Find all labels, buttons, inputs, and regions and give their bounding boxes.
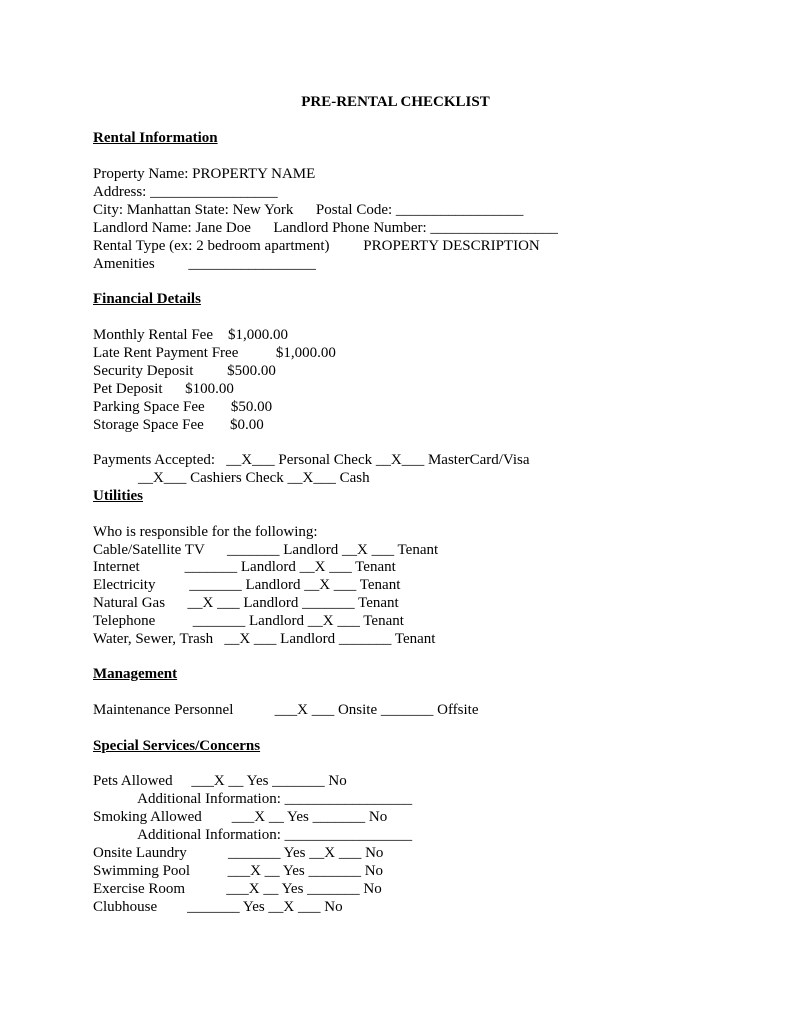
late-rent-fee-line: Late Rent Payment Free $1,000.00 <box>93 345 336 361</box>
utilities-intro: Who is responsible for the following: <box>93 524 318 540</box>
clubhouse-line: Clubhouse _______ Yes __X ___ No <box>93 899 343 915</box>
pets-additional-info-line: Additional Information: _________________ <box>93 791 413 807</box>
storage-fee-line: Storage Space Fee $0.00 <box>93 417 264 433</box>
utilities-heading: Utilities <box>93 488 143 504</box>
smoking-additional-info-line: Additional Information: _________________ <box>93 827 413 843</box>
electricity-line: Electricity _______ Landlord __X ___ Tenant <box>93 577 401 593</box>
natural-gas-line: Natural Gas __X ___ Landlord _______ Tenant <box>93 595 399 611</box>
cable-line: Cable/Satellite TV _______ Landlord __X ___ Tenant <box>93 542 439 558</box>
payments-accepted-line-2: __X___ Cashiers Check __X___ Cash <box>93 470 370 486</box>
management-heading: Management <box>93 666 178 682</box>
exercise-room-line: Exercise Room ___X __ Yes _______ No <box>93 881 382 897</box>
landlord-line: Landlord Name: Jane Doe Landlord Phone Number: _________________ <box>93 220 558 236</box>
pets-allowed-line: Pets Allowed ___X __ Yes _______ No <box>93 773 347 789</box>
monthly-rental-fee-line: Monthly Rental Fee $1,000.00 <box>93 327 288 343</box>
security-deposit-line: Security Deposit $500.00 <box>93 363 276 379</box>
financial-details-heading: Financial Details <box>93 291 201 307</box>
water-sewer-trash-line: Water, Sewer, Trash __X ___ Landlord _______ Tenant <box>93 631 436 647</box>
special-services-heading: Special Services/Concerns <box>93 738 261 754</box>
pet-deposit-line: Pet Deposit $100.00 <box>93 381 234 397</box>
telephone-line: Telephone _______ Landlord __X ___ Tenant <box>93 613 404 629</box>
smoking-allowed-line: Smoking Allowed ___X __ Yes _______ No <box>93 809 388 825</box>
swimming-pool-line: Swimming Pool ___X __ Yes _______ No <box>93 863 384 879</box>
internet-line: Internet _______ Landlord __X ___ Tenant <box>93 559 396 575</box>
maintenance-personnel-line: Maintenance Personnel ___X ___ Onsite _______ Offsite <box>93 702 479 718</box>
payments-accepted-line: Payments Accepted: __X___ Personal Check __X___ MasterCard/Visa <box>93 452 530 468</box>
parking-fee-line: Parking Space Fee $50.00 <box>93 399 273 415</box>
rental-information-heading: Rental Information <box>93 130 218 146</box>
city-state-postal-line: City: Manhattan State: New York Postal Code: _________________ <box>93 202 524 218</box>
onsite-laundry-line: Onsite Laundry _______ Yes __X ___ No <box>93 845 384 861</box>
amenities-line: Amenities _________________ <box>93 256 316 272</box>
page-title: PRE-RENTAL CHECKLIST <box>301 94 490 110</box>
property-name-line: Property Name: PROPERTY NAME <box>93 166 316 182</box>
address-line: Address: _________________ <box>93 184 278 200</box>
rental-type-line: Rental Type (ex: 2 bedroom apartment) PROPERTY DESCRIPTION <box>93 238 540 254</box>
